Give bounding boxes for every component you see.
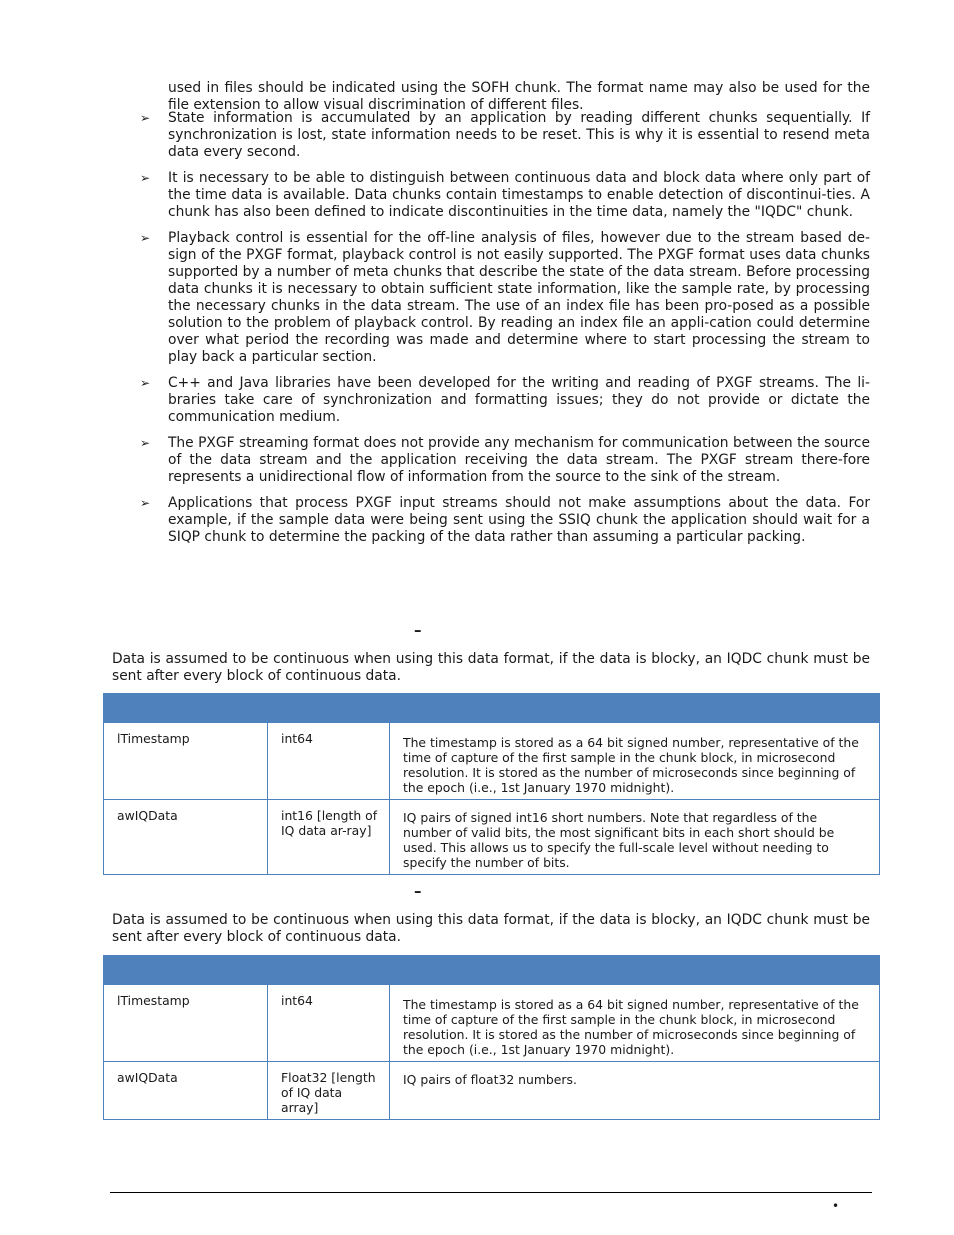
bullet-text: C++ and Java libraries have been developed for the writing and reading of PXGF streams. The li-braries take care of synchronization and formatting issues; they do not provide or dictate the communication medium. bbox=[168, 375, 870, 425]
bullet-list bbox=[140, 110, 870, 555]
table-header-cell bbox=[104, 694, 268, 723]
chunk-field-table bbox=[103, 955, 880, 1120]
field-type-cell: int64 bbox=[268, 723, 390, 800]
bullet-item bbox=[140, 110, 870, 161]
field-description-cell: IQ pairs of float32 numbers. bbox=[390, 1062, 880, 1120]
section-heading: – bbox=[414, 621, 422, 639]
bullet-item bbox=[140, 375, 870, 426]
field-name-cell: lTimestamp bbox=[104, 723, 268, 800]
bullet-text: State information is accumulated by an application by reading different chunks sequentially. If synchronization is lost, state information needs to be reset. This is why it is essential to resend meta data every second. bbox=[168, 110, 870, 160]
bullet-item bbox=[140, 435, 870, 486]
arrow-bullet-icon: ➢ bbox=[140, 436, 151, 450]
footer-rule bbox=[110, 1192, 872, 1193]
arrow-bullet-icon: ➢ bbox=[140, 496, 151, 510]
table-header-cell bbox=[268, 956, 390, 985]
table-header-row bbox=[104, 956, 880, 985]
arrow-bullet-icon: ➢ bbox=[140, 171, 151, 185]
table-header-cell bbox=[390, 694, 880, 723]
arrow-bullet-icon: ➢ bbox=[140, 376, 151, 390]
table-header-row bbox=[104, 694, 880, 723]
section-intro: Data is assumed to be continuous when using this data format, if the data is blocky, an IQDC chunk must be sent after every block of continuous data. bbox=[112, 912, 870, 945]
field-description-cell: The timestamp is stored as a 64 bit signed number, representative of the time of capture of the first sample in the chunk block, in microsecond resolution. It is stored as the number of microseconds since beginning of the epoch (i.e., 1st January 1970 midnight). bbox=[390, 723, 880, 800]
field-description-cell: The timestamp is stored as a 64 bit signed number, representative of the time of capture of the first sample in the chunk block, in microsecond resolution. It is stored as the number of microseconds since beginning of the epoch (i.e., 1st January 1970 midnight). bbox=[390, 985, 880, 1062]
table-header-cell bbox=[390, 956, 880, 985]
table-header-cell bbox=[104, 956, 268, 985]
table-row bbox=[104, 985, 880, 1062]
table-row bbox=[104, 1062, 880, 1120]
table-row bbox=[104, 800, 880, 875]
arrow-bullet-icon: ➢ bbox=[140, 111, 151, 125]
bullet-text: It is necessary to be able to distinguish between continuous data and block data where only part of the time data is available. Data chunks contain timestamps to enable detection of discontinui-ties. A chunk has also been defined to indicate discontinuities in the time data, namely the "IQDC" chunk. bbox=[168, 170, 870, 220]
field-description-cell: IQ pairs of signed int16 short numbers. Note that regardless of the number of valid bits, the most significant bits in each short should be used. This allows us to specify the full-scale level without needing to specify the number of bits. bbox=[390, 800, 880, 875]
lead-paragraph: used in files should be indicated using the SOFH chunk. The format name may also be used for the file extension to allow visual discrimination of different files. bbox=[168, 79, 870, 113]
field-name-cell: awIQData bbox=[104, 800, 268, 875]
bullet-text: The PXGF streaming format does not provide any mechanism for communication between the source of the data stream and the application receiving the data stream. The PXGF stream there-fore represents a unidirectional flow of information from the source to the sink of the stream. bbox=[168, 435, 870, 485]
field-type-cell: int64 bbox=[268, 985, 390, 1062]
field-name-cell: awIQData bbox=[104, 1062, 268, 1120]
section-intro: Data is assumed to be continuous when using this data format, if the data is blocky, an IQDC chunk must be sent after every block of continuous data. bbox=[112, 651, 870, 684]
field-type-cell: Float32 [length of IQ data array] bbox=[268, 1062, 390, 1120]
bullet-item bbox=[140, 170, 870, 221]
field-type-cell: int16 [length of IQ data ar-ray] bbox=[268, 800, 390, 875]
field-name-cell: lTimestamp bbox=[104, 985, 268, 1062]
section-heading: – bbox=[414, 882, 422, 900]
bullet-item bbox=[140, 230, 870, 366]
table-header-cell bbox=[268, 694, 390, 723]
bullet-item bbox=[140, 495, 870, 546]
footer-bullet: • bbox=[832, 1199, 840, 1213]
chunk-field-table bbox=[103, 693, 880, 875]
bullet-text: Playback control is essential for the off-line analysis of files, however due to the stream based de-sign of the PXGF format, playback control is not easily supported. The PXGF format uses data chunks supported by a number of meta chunks that describe the state of the data stream. Before processing data chunks it is necessary to obtain sufficient state information, like the sample rate, by processing the necessary chunks in the data stream. The use of an index file has been pro-posed as a possible solution to the problem of playback control. By reading an index file an appli-cation could determine over what period the recording was made and determine where to start processing the stream to play back a particular section. bbox=[168, 230, 870, 365]
table-row bbox=[104, 723, 880, 800]
arrow-bullet-icon: ➢ bbox=[140, 231, 151, 245]
bullet-text: Applications that process PXGF input streams should not make assumptions about the data. For example, if the sample data were being sent using the SSIQ chunk the application should wait for a SIQP chunk to determine the packing of the data rather than assuming a particular packing. bbox=[168, 495, 870, 545]
